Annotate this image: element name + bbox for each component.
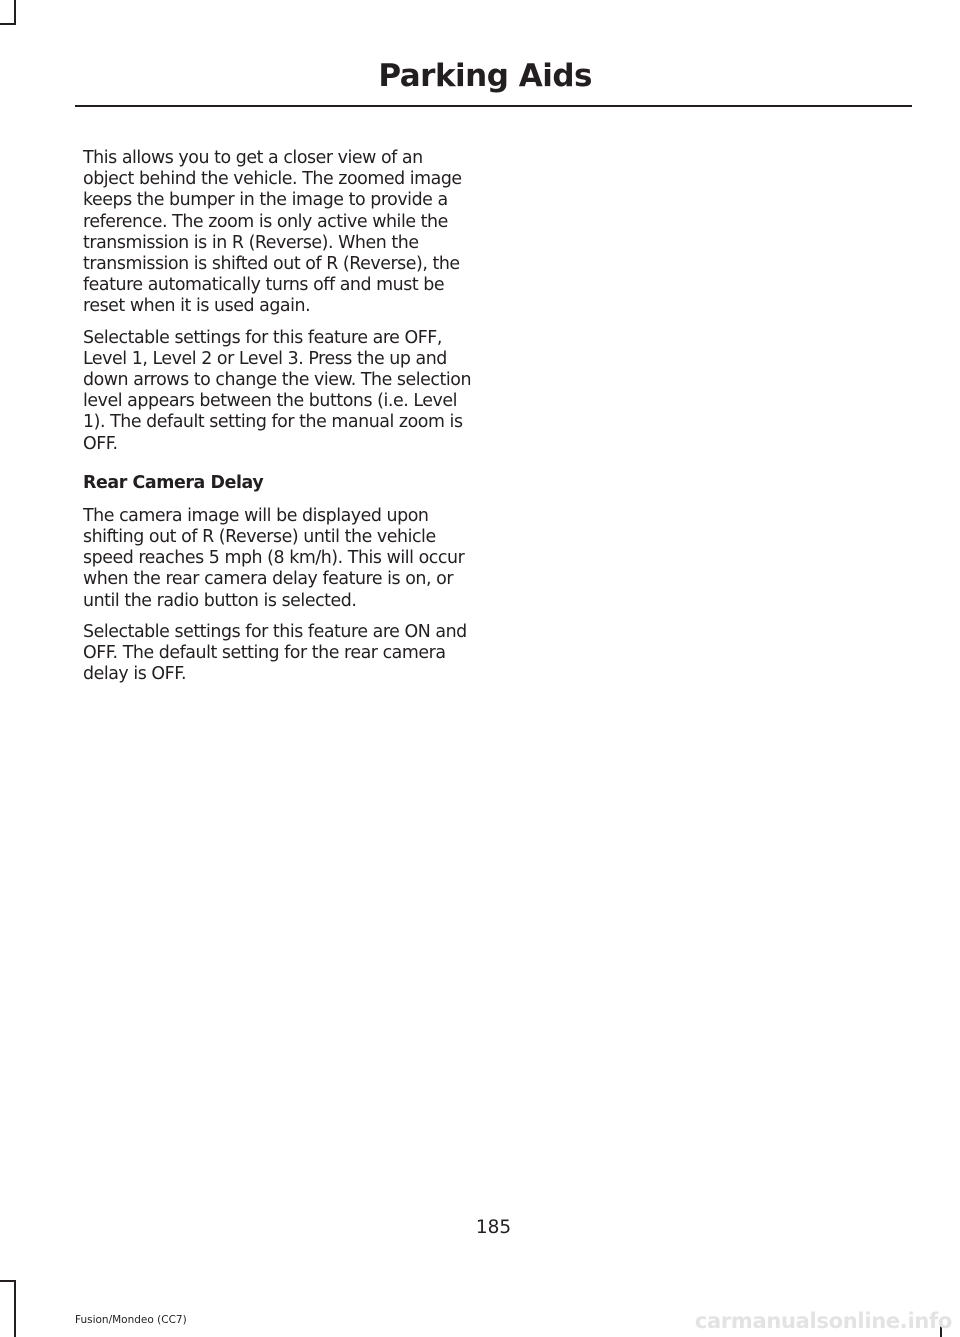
crop-mark-top-left [14,0,16,25]
header-divider [75,105,912,107]
watermark: carmanualsonline.info [694,1309,952,1333]
crop-mark-bottom-left [14,1280,16,1337]
page-title: Parking Aids [378,58,592,94]
page-number: 185 [475,1217,512,1238]
crop-mark-bottom-left-horizontal [0,1280,16,1282]
main-content [83,148,475,695]
footer-model: Fusion/Mondeo (CC7) [75,1314,187,1326]
paragraph-zoom-settings: Selectable settings for this feature are OFF, Level 1, Level 2 or Level 3. Press the up and down arrows to change the view. The selection level appears between the buttons (i.e. Level 1). The default setting for the manual zoom is OFF. [83,327,472,454]
paragraph-zoom-description: This allows you to get a closer view of an object behind the vehicle. The zoomed image keeps the bumper in the image to provide a reference. The zoom is only active while the transmission is in R (Reverse). When the transmission is shifted out of R (Reverse), the feature automatically turns off and must be reset when it is used again. [83,148,462,317]
section-heading-rear-camera-delay: Rear Camera Delay [83,472,264,493]
paragraph-delay-description: The camera image will be displayed upon shifting out of R (Reverse) until the vehicle speed reaches 5 mph (8 km/h). This will occur when the rear camera delay feature is on, or until the radio button is selected. [83,505,465,611]
crop-mark-top-left-horizontal [0,23,16,25]
paragraph-delay-settings: Selectable settings for this feature are ON and OFF. The default setting for the rear camera delay is OFF. [83,621,467,685]
